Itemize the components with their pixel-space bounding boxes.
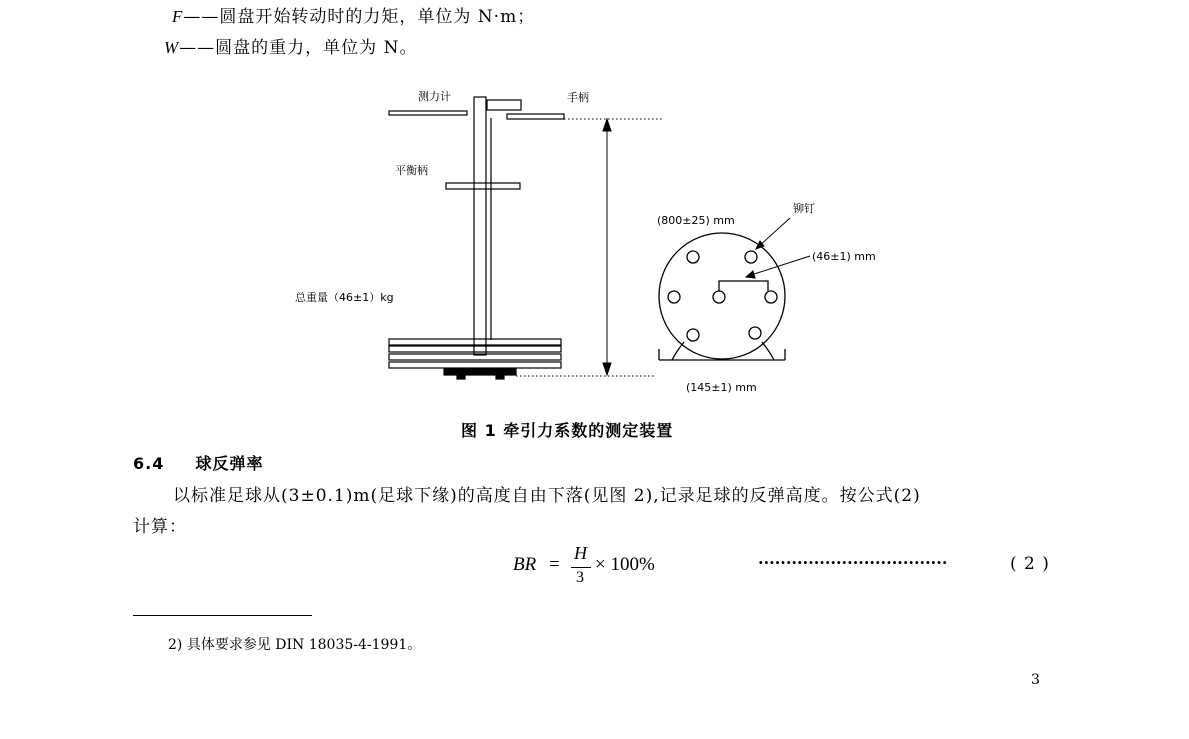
weight-plate xyxy=(389,346,561,352)
rivet-hole xyxy=(765,291,777,303)
weight-plate xyxy=(389,339,561,345)
label-force-gauge: 测力计 xyxy=(418,90,451,103)
formula-denominator: 3 xyxy=(576,569,584,586)
section-title: 球反弹率 xyxy=(195,454,264,473)
section-number: 6.4 xyxy=(133,454,165,473)
label-width: (145±1) mm xyxy=(686,381,757,394)
force-gauge-arm xyxy=(389,111,467,115)
balance-handle-bar xyxy=(446,183,520,189)
label-rivet: 铆钉 xyxy=(793,202,815,215)
top-block xyxy=(487,100,521,110)
weight-plate xyxy=(389,362,561,368)
rivet-hole xyxy=(749,327,761,339)
page-number: 3 xyxy=(1031,672,1040,688)
handle-bar xyxy=(507,114,564,119)
formula-number: ( 2 ) xyxy=(1010,554,1050,574)
formula-fraction-bar xyxy=(571,567,591,568)
formula-lhs: BR xyxy=(513,554,537,575)
rivet-hole xyxy=(668,291,680,303)
formula-eq: = xyxy=(549,554,560,575)
label-diameter: (800±25) mm xyxy=(657,214,735,227)
definition-w-text: ——圆盘的重力，单位为 N。 xyxy=(179,38,418,58)
definition-w-symbol: W xyxy=(164,38,180,57)
paragraph-line-2: 计算： xyxy=(133,517,187,537)
formula-numerator: H xyxy=(574,543,587,563)
disc-circle xyxy=(659,233,785,359)
rivet-hole xyxy=(687,251,699,263)
section-heading xyxy=(133,451,264,474)
footnote: 2) 具体要求参见 DIN 18035-4-1991。 xyxy=(168,637,422,653)
formula-leader-dots: ·································· xyxy=(758,553,948,572)
base-block xyxy=(444,369,516,375)
definition-f-symbol: F xyxy=(172,7,184,26)
figure-1-caption: 图 1 牵引力系数的测定装置 xyxy=(461,421,674,440)
rivet-hole xyxy=(687,329,699,341)
label-handle: 手柄 xyxy=(567,91,589,104)
vertical-pole xyxy=(474,97,486,355)
label-total-mass: 总重量（46±1）kg xyxy=(295,291,394,304)
footnote-rule xyxy=(133,615,312,616)
definition-f-text: ——圆盘开始转动时的力矩，单位为 N·m； xyxy=(183,7,536,27)
rivet-hole xyxy=(745,251,757,263)
formula-rest: × 100% xyxy=(595,554,655,575)
label-balance-handle: 平衡柄 xyxy=(395,164,428,177)
rivet-hole xyxy=(713,291,725,303)
paragraph-line-1: 以标准足球从(3±0.1)m(足球下缘)的高度自由下落(见图 2),记录足球的反弹高度。按公式(2) xyxy=(173,486,921,506)
label-bolt-spacing: (46±1) mm xyxy=(812,250,876,263)
